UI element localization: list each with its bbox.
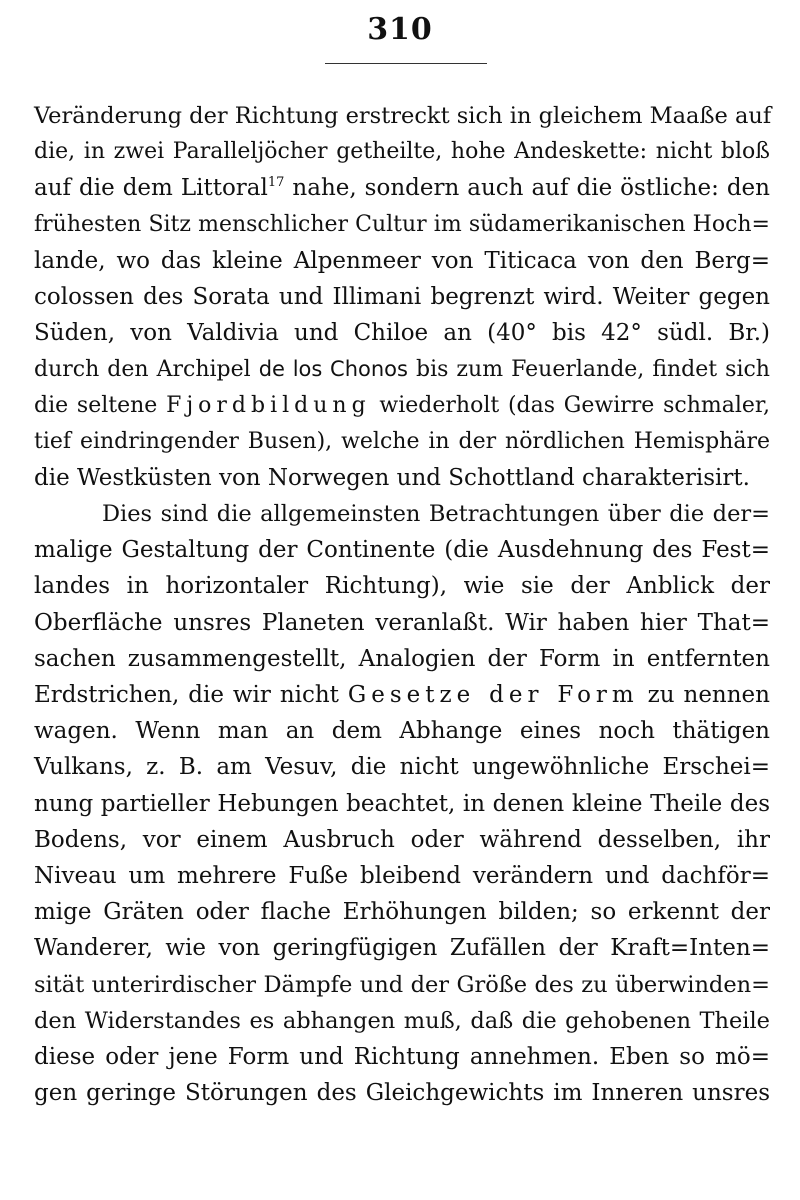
text-line: Oberfläche unsres Planeten veranlaßt. Wir haben hier That= — [34, 609, 770, 636]
text-line: mige Gräten oder flache Erhöhungen bilden; so erkennt der — [34, 899, 770, 926]
text-line: den Widerstandes es abhangen muß, daß die gehobenen Theile — [34, 1007, 770, 1034]
body-text — [34, 98, 770, 1111]
text-line: tief eindringender Busen), welche in der nördlichen Hemisphäre — [34, 428, 770, 454]
text-line: nung partieller Hebungen beachtet, in denen kleine Theile des — [34, 790, 770, 817]
emphasized-text: Gesetze der Form — [347, 682, 639, 708]
text-line-paragraph-start: Dies sind die allgemeinsten Betrachtungen über die der= — [102, 501, 770, 528]
text-line: colossen des Sorata und Illimani begrenzt wird. Weiter gegen — [34, 283, 770, 310]
text-line: sachen zusammengestellt, Analogien der Form in entfernten — [34, 645, 770, 672]
text-line: gen geringe Störungen des Gleichgewichts im Inneren unsres — [34, 1080, 770, 1107]
text-line: malige Gestaltung der Continente (die Ausdehnung des Fest= — [34, 537, 770, 564]
text-line — [34, 170, 770, 206]
text-line: Niveau um mehrere Fuße bleibend verändern und dachför= — [34, 862, 770, 889]
footnote-ref: 17 — [267, 175, 285, 191]
text-line: sität unterirdischer Dämpfe und der Größe des zu überwinden= — [34, 971, 770, 998]
header-rule — [325, 63, 487, 64]
text-line: landes in horizontaler Richtung), wie sie der Anblick der — [34, 573, 770, 600]
text-line: wagen. Wenn man an dem Abhange eines noch thätigen — [34, 718, 770, 745]
text-segment: bis zum Feuerlande, findet sich — [407, 357, 770, 383]
text-segment: auf die dem Littoral — [34, 175, 268, 202]
text-line — [34, 677, 770, 713]
emphasized-text: Fjordbildung — [166, 392, 371, 418]
roman-text: de los Chonos — [258, 357, 408, 382]
text-line — [34, 351, 770, 387]
text-line: Veränderung der Richtung erstreckt sich in gleichem Maaße auf — [34, 103, 772, 129]
text-line: die Westküsten von Norwegen und Schottland charakterisirt. — [34, 464, 750, 491]
text-line: frühesten Sitz menschlicher Cultur im südamerikanischen Hoch= — [34, 211, 770, 237]
text-line: Süden, von Valdivia und Chiloe an (40° bis 42° südl. Br.) — [34, 320, 770, 347]
text-segment: durch den Archipel — [34, 357, 259, 383]
text-segment: Erdstrichen, die wir nicht — [34, 682, 348, 708]
text-line: Wanderer, wie von geringfügigen Zufällen der Kraft=Inten= — [34, 935, 770, 962]
text-line: die, in zwei Paralleljöcher getheilte, hohe Andeskette: nicht bloß — [34, 139, 770, 165]
text-line: Bodens, vor einem Ausbruch oder während desselben, ihr — [34, 826, 770, 853]
text-segment: zu nennen — [638, 682, 770, 708]
text-segment: wiederholt (das Gewirre schmaler, — [370, 392, 770, 418]
text-line — [34, 388, 770, 424]
text-segment: nahe, sondern auch auf die östliche: den — [284, 175, 770, 202]
text-line: diese oder jene Form und Richtung annehmen. Eben so mö= — [34, 1043, 770, 1070]
text-line: lande, wo das kleine Alpenmeer von Titicaca von den Berg= — [34, 247, 770, 274]
page-number: 310 — [367, 12, 433, 47]
text-segment: die seltene — [34, 392, 167, 418]
text-line: Vulkans, z. B. am Vesuv, die nicht ungewöhnliche Erschei= — [34, 754, 770, 781]
